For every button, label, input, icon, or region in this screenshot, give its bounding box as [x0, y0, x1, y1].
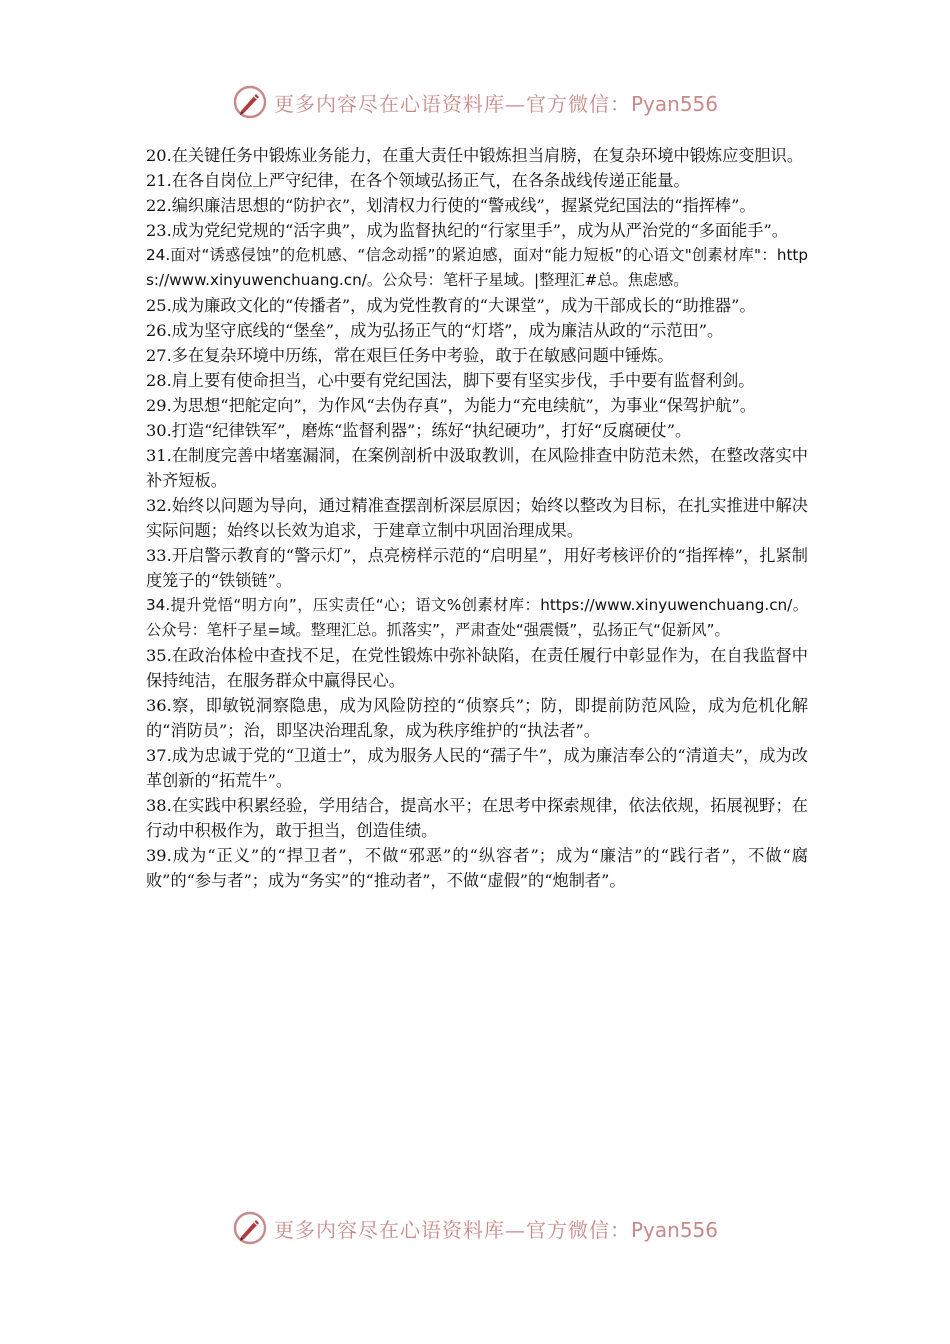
header-watermark: [0, 82, 950, 122]
pen-circle-logo-icon: [232, 84, 268, 120]
footer-watermark: [0, 1208, 950, 1248]
paragraph-item: 29.为思想“把舵定向”，为作风“去伪存真”，为能力“充电续航”，为事业“保驾护航”。: [146, 396, 756, 415]
paragraph-item: 22.编织廉洁思想的“防护衣”，划清权力行使的“警戒线”，握紧党纪国法的“指挥棒”。: [146, 196, 756, 215]
paragraph-item: 32.始终以问题为导向，通过精准查摆剖析深层原因；始终以整改为目标，在扎实推进中解决实际问题；始终以长效为追求，于建章立制中巩固治理成果。: [146, 496, 808, 540]
paragraph-item: 24.面对“诱惑侵蚀”的危机感、“信念动摇”的紧迫感，面对“能力短板”的心语文"创素材库"：https://www.xinyuwenchuang.cn/。公众号：笔杆子星域。|整理汇#总。焦虑感。: [146, 246, 808, 289]
pen-circle-logo-icon: [232, 1210, 268, 1246]
paragraph-item: 26.成为坚守底线的“堡垒”，成为弘扬正气的“灯塔”，成为廉洁从政的“示范田”。: [146, 321, 724, 340]
paragraph-item: 20.在关键任务中锻炼业务能力，在重大责任中锻炼担当肩膀，在复杂环境中锻炼应变胆识。: [146, 146, 804, 165]
paragraph-item: 31.在制度完善中堵塞漏洞，在案例剖析中汲取教训，在风险排查中防范未然，在整改落实中补齐短板。: [146, 446, 808, 490]
paragraph-item: 30.打造“纪律铁军”，磨炼“监督利器”；练好“执纪硬功”，打好“反腐硬仗”。: [146, 421, 692, 440]
paragraph-item: 39.成为“正义”的“捍卫者”，不做“邪恶”的“纵容者”；成为“廉洁”的“践行者”，不做“腐败”的“参与者”；成为“务实”的“推动者”，不做“虚假”的“炮制者”。: [146, 846, 808, 890]
paragraph-item: 36.察，即敏锐洞察隐患，成为风险防控的“侦察兵”；防，即提前防范风险，成为危机化解的“消防员”；治，即坚决治理乱象，成为秩序维护的“执法者”。: [146, 696, 808, 740]
paragraph-item: 27.多在复杂环境中历练，常在艰巨任务中考验，敢于在敏感问题中锤炼。: [146, 346, 674, 365]
paragraph-item: 34.提升党悟“明方向”，压实责任“心；语文%创素材库：https://www.xinyuwenchuang.cn/。公众号：笔杆子星=域。整理汇总。抓落实”，严肃查处“强震慑”，弘扬正气“促新风”。: [146, 596, 808, 639]
paragraph-item: 23.成为党纪党规的“活字典”，成为监督执纪的“行家里手”，成为从严治党的“多面能手”。: [146, 221, 788, 240]
paragraph-item: 21.在各自岗位上严守纪律，在各个领域弘扬正气，在各条战线传递正能量。: [146, 171, 690, 190]
paragraph-item: 25.成为廉政文化的“传播者”，成为党性教育的“大课堂”，成为干部成长的“助推器”。: [146, 296, 756, 315]
watermark-text: 更多内容尽在心语资料库—官方微信：Pyan556: [273, 91, 718, 116]
paragraph-item: 33.开启警示教育的“警示灯”，点亮榜样示范的“启明星”，用好考核评价的“指挥棒”，扎紧制度笼子的“铁锁链”。: [146, 546, 808, 590]
paragraph-item: 38.在实践中积累经验，学用结合，提高水平；在思考中探索规律，依法依规，拓展视野；在行动中积极作为，敢于担当，创造佳绩。: [146, 796, 808, 840]
watermark-handle: Pyan556: [630, 91, 718, 116]
paragraph-item: 35.在政治体检中查找不足，在党性锻炼中弥补缺陷，在责任履行中彰显作为，在自我监督中保持纯洁，在服务群众中赢得民心。: [146, 646, 808, 690]
document-body: [146, 143, 808, 893]
paragraph-item: 37.成为忠诚于党的“卫道士”，成为服务人民的“孺子牛”，成为廉洁奉公的“清道夫”，成为改革创新的“拓荒牛”。: [146, 746, 808, 790]
paragraph-item: 28.肩上要有使命担当，心中要有党纪国法，脚下要有坚实步伐，手中要有监督利剑。: [146, 371, 755, 390]
watermark-handle: Pyan556: [630, 1217, 718, 1242]
watermark-text: 更多内容尽在心语资料库—官方微信：Pyan556: [273, 1217, 718, 1242]
